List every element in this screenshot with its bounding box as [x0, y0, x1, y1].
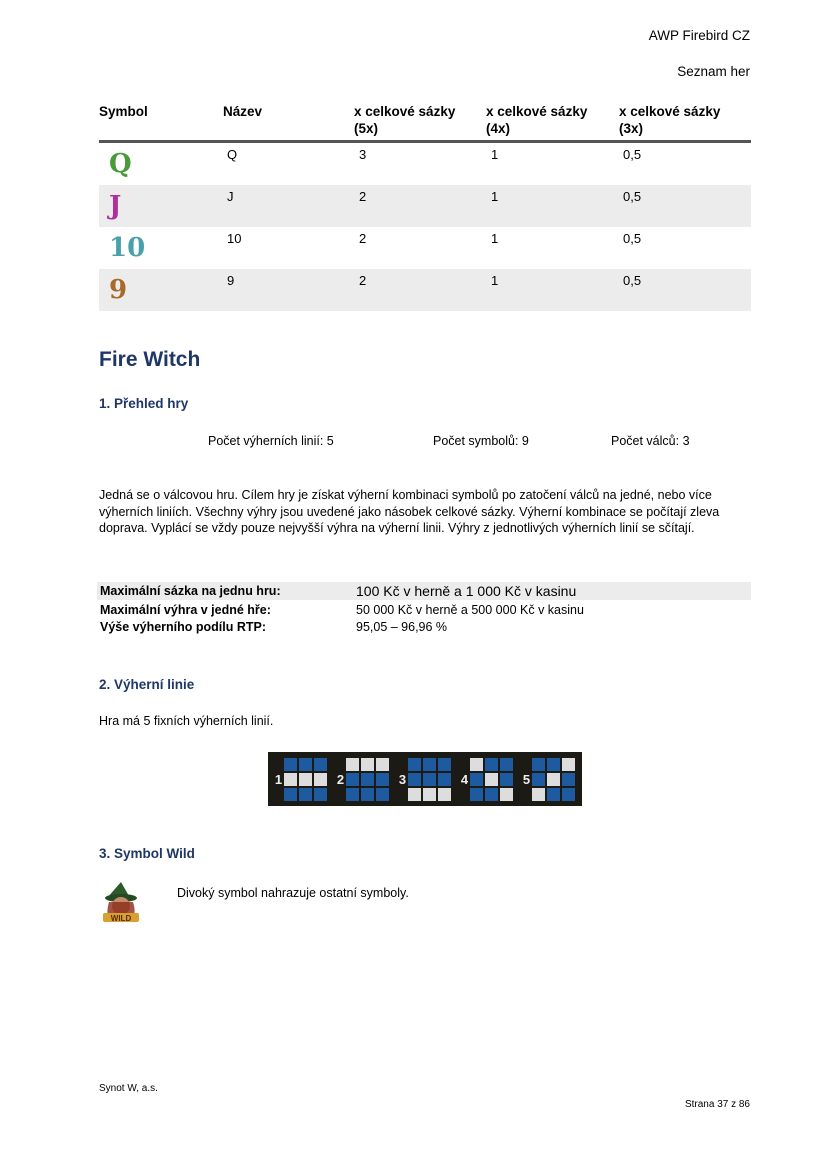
- section-heading-overview: 1. Přehled hry: [99, 396, 189, 411]
- payline-cell: [376, 788, 389, 801]
- cell-3x: 0,5: [623, 273, 642, 288]
- max-bet-label: Maximální sázka na jednu hru:: [100, 584, 281, 598]
- payline-cell: [438, 788, 451, 801]
- section-heading-wild: 3. Symbol Wild: [99, 846, 195, 861]
- payline-cell: [423, 773, 436, 786]
- payline-1: [275, 758, 327, 801]
- payline-cell: [562, 788, 575, 801]
- game-title: Fire Witch: [99, 348, 201, 371]
- symbol-J-icon: J: [109, 191, 122, 221]
- max-win-label: Maximální výhra v jedné hře:: [100, 603, 271, 617]
- symbols-count: Počet symbolů: 9: [433, 434, 529, 448]
- wild-text: Divoký symbol nahrazuje ostatní symboly.: [177, 886, 409, 900]
- payline-cell: [361, 773, 374, 786]
- cell-name: J: [227, 189, 234, 204]
- payline-cell: [532, 788, 545, 801]
- svg-text:WILD: WILD: [110, 914, 132, 923]
- table-row: [99, 185, 751, 227]
- payline-cell: [485, 773, 498, 786]
- cell-name: 9: [227, 273, 235, 288]
- payline-cell: [284, 758, 297, 771]
- symbol-Q-icon: Q: [109, 149, 132, 179]
- cell-5x: 3: [359, 147, 367, 162]
- payline-cell: [284, 788, 297, 801]
- payline-cell: [299, 758, 312, 771]
- wild-symbol-icon: [99, 880, 143, 924]
- payline-cell: [346, 758, 359, 771]
- payline-cell: [408, 788, 421, 801]
- payline-cell: [423, 758, 436, 771]
- header-section: Seznam her: [677, 64, 750, 79]
- payline-cell: [485, 758, 498, 771]
- payline-cell: [532, 773, 545, 786]
- payline-cell: [470, 773, 483, 786]
- payline-5: [523, 758, 575, 801]
- cell-4x: 1: [491, 273, 499, 288]
- th-5x: x celkové sázky (5x): [354, 104, 456, 136]
- payline-number: 2: [336, 771, 345, 787]
- cell-5x: 2: [359, 231, 367, 246]
- th-4x: x celkové sázky (4x): [486, 104, 588, 136]
- cell-4x: 1: [491, 147, 499, 162]
- max-win-row: [97, 601, 751, 619]
- payline-cell: [438, 773, 451, 786]
- cell-4x: 1: [491, 189, 499, 204]
- payline-cell: [346, 773, 359, 786]
- payline-cell: [299, 773, 312, 786]
- th-symbol: Symbol: [99, 104, 148, 119]
- payline-cell: [346, 788, 359, 801]
- payline-number: 5: [522, 771, 531, 787]
- symbol-10-icon: 10: [109, 233, 146, 263]
- cell-name: 10: [227, 231, 242, 246]
- payline-cell: [562, 773, 575, 786]
- symbol-9-icon: 9: [109, 275, 128, 305]
- payline-number: 1: [274, 771, 283, 787]
- section-heading-paylines: 2. Výherní linie: [99, 677, 195, 692]
- payline-grid: [284, 758, 327, 801]
- cell-3x: 0,5: [623, 189, 642, 204]
- payline-2: [337, 758, 389, 801]
- footer-page-number: Strana 37 z 86: [684, 1099, 750, 1110]
- payline-cell: [562, 758, 575, 771]
- payline-cell: [470, 758, 483, 771]
- cell-5x: 2: [359, 189, 367, 204]
- payline-cell: [314, 758, 327, 771]
- payline-cell: [423, 788, 436, 801]
- paylines-text: Hra má 5 fixních výherních linií.: [99, 714, 274, 728]
- payline-grid: [532, 758, 575, 801]
- payline-cell: [314, 788, 327, 801]
- payline-grid: [408, 758, 451, 801]
- payline-cell: [470, 788, 483, 801]
- payline-cell: [438, 758, 451, 771]
- cell-4x: 1: [491, 231, 499, 246]
- cell-5x: 2: [359, 273, 367, 288]
- payline-cell: [361, 788, 374, 801]
- payline-cell: [485, 788, 498, 801]
- payline-cell: [408, 773, 421, 786]
- payline-4: [461, 758, 513, 801]
- header-company: AWP Firebird CZ: [648, 28, 750, 43]
- th-name: Název: [223, 104, 263, 119]
- payline-cell: [547, 758, 560, 771]
- table-row: [99, 227, 751, 269]
- table-row: [99, 269, 751, 311]
- lines-count: Počet výherních linií: 5: [208, 434, 334, 448]
- payline-cell: [500, 758, 513, 771]
- payline-cell: [361, 758, 374, 771]
- payline-grid: [470, 758, 513, 801]
- payline-cell: [299, 788, 312, 801]
- max-win-value: 50 000 Kč v herně a 500 000 Kč v kasinu: [356, 603, 584, 617]
- cell-name: Q: [227, 147, 238, 162]
- cell-3x: 0,5: [623, 231, 642, 246]
- max-bet-value: 100 Kč v herně a 1 000 Kč v kasinu: [356, 583, 577, 599]
- payline-cell: [376, 773, 389, 786]
- paylines-image: [268, 752, 582, 806]
- payline-cell: [314, 773, 327, 786]
- payline-number: 3: [398, 771, 407, 787]
- footer-company: Synot W, a.s.: [99, 1083, 158, 1094]
- payline-cell: [547, 773, 560, 786]
- payline-cell: [284, 773, 297, 786]
- payline-cell: [500, 788, 513, 801]
- payline-cell: [376, 758, 389, 771]
- rtp-value: 95,05 – 96,96 %: [356, 620, 448, 634]
- payline-cell: [532, 758, 545, 771]
- payline-number: 4: [460, 771, 469, 787]
- overview-text: Jedná se o válcovou hru. Cílem hry je získat výherní kombinaci symbolů po zatočení válců na jedné, nebo více výherních liniích. Všechny výhry jsou uvedené jako násobek celkové sázky. Výherní kombinace se počítají zleva doprava. Vyplácí se vždy pouze nejvyšší výhra na výherní linii. Výhry z jednotlivých výherních linií se sčítají.: [99, 488, 720, 535]
- rtp-label: Výše výherního podílu RTP:: [100, 620, 266, 634]
- max-bet-row: [97, 582, 751, 600]
- cell-3x: 0,5: [623, 147, 642, 162]
- table-row: [99, 143, 751, 185]
- payline-3: [399, 758, 451, 801]
- payline-cell: [408, 758, 421, 771]
- payline-cell: [500, 773, 513, 786]
- payline-cell: [547, 788, 560, 801]
- th-3x: x celkové sázky (3x): [619, 104, 721, 136]
- reels-count: Počet válců: 3: [611, 434, 690, 448]
- rtp-row: [97, 618, 751, 636]
- payline-grid: [346, 758, 389, 801]
